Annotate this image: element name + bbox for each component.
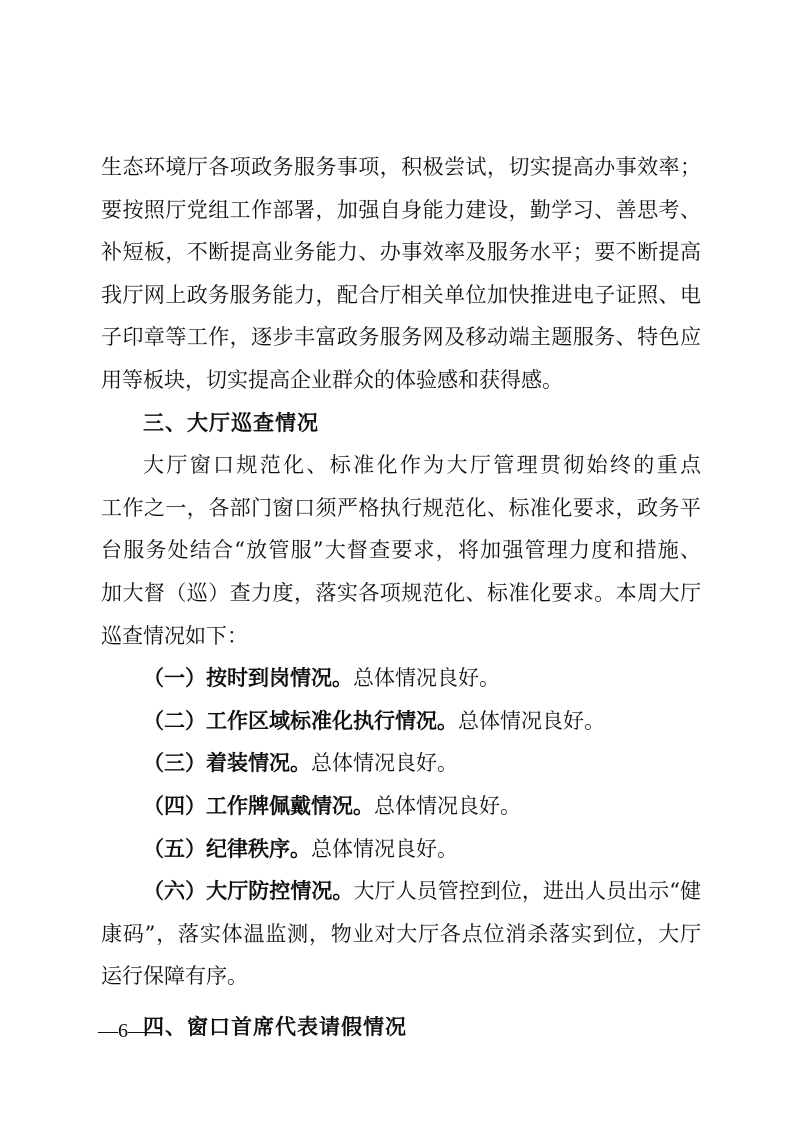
- list-item: [101, 742, 701, 785]
- section-heading-4: 四、窗口首席代表请假情况: [143, 1014, 407, 1039]
- list-item: [101, 870, 701, 913]
- list-item: [101, 828, 701, 871]
- section-heading-3: 三、大厅巡查情况: [143, 410, 319, 435]
- paragraph-line: 我厅网上政务服务能力，配合厅相关单位加快推进电子证照、电: [101, 282, 701, 307]
- document-body: [101, 146, 701, 1048]
- paragraph-line: 康码”，落实体温监测，物业对大厅各点位消杀落实到位，大厅: [101, 921, 701, 946]
- list-item: [101, 785, 701, 828]
- list-item-title: （五）纪律秩序。: [143, 835, 311, 861]
- list-item-text: 总体情况良好。: [353, 666, 500, 691]
- paragraph-line: 补短板，不断提高业务能力、办事效率及服务水平；要不断提高: [101, 240, 701, 265]
- paragraph-line: 运行保障有序。: [101, 964, 248, 989]
- paragraph-line: 台服务处结合“放管服”大督查要求，将加强管理力度和措施、: [101, 538, 701, 563]
- paragraph-line: 大厅窗口规范化、标准化作为大厅管理贯彻始终的重点: [143, 453, 701, 478]
- list-item-text: 总体情况良好。: [311, 836, 458, 861]
- list-item-text: 总体情况良好。: [374, 793, 521, 818]
- list-item-title: （四）工作牌佩戴情况。: [143, 792, 374, 818]
- paragraph-line: 巡查情况如下：: [101, 623, 248, 648]
- page-number: —6—: [98, 1020, 148, 1042]
- list-item: [101, 657, 701, 700]
- list-item-title: （六）大厅防控情况。: [143, 878, 354, 904]
- paragraph-line: 加大督（巡）查力度，落实各项规范化、标准化要求。本周大厅: [101, 580, 701, 605]
- list-item-text: 总体情况良好。: [458, 708, 605, 733]
- list-item-title: （二）工作区域标准化执行情况。: [143, 707, 458, 733]
- paragraph-line: 用等板块，切实提高企业群众的体验感和获得感。: [101, 367, 563, 392]
- paragraph-line: 要按照厅党组工作部署，加强自身能力建设，勤学习、善思考、: [101, 197, 701, 222]
- list-item-title: （一）按时到岗情况。: [143, 665, 353, 691]
- paragraph-line: 生态环境厅各项政务服务事项，积极尝试，切实提高办事效率；: [101, 155, 701, 179]
- list-item-text: 大厅人员管控到位，进出人员出示“健: [353, 879, 702, 904]
- list-item-text: 总体情况良好。: [311, 751, 458, 776]
- list-item: [101, 700, 701, 743]
- list-item-title: （三）着装情况。: [143, 750, 311, 776]
- paragraph-line: 工作之一，各部门窗口须严格执行规范化、标准化要求，政务平: [101, 495, 701, 520]
- paragraph-line: 子印章等工作，逐步丰富政务服务网及移动端主题服务、特色应: [101, 325, 701, 350]
